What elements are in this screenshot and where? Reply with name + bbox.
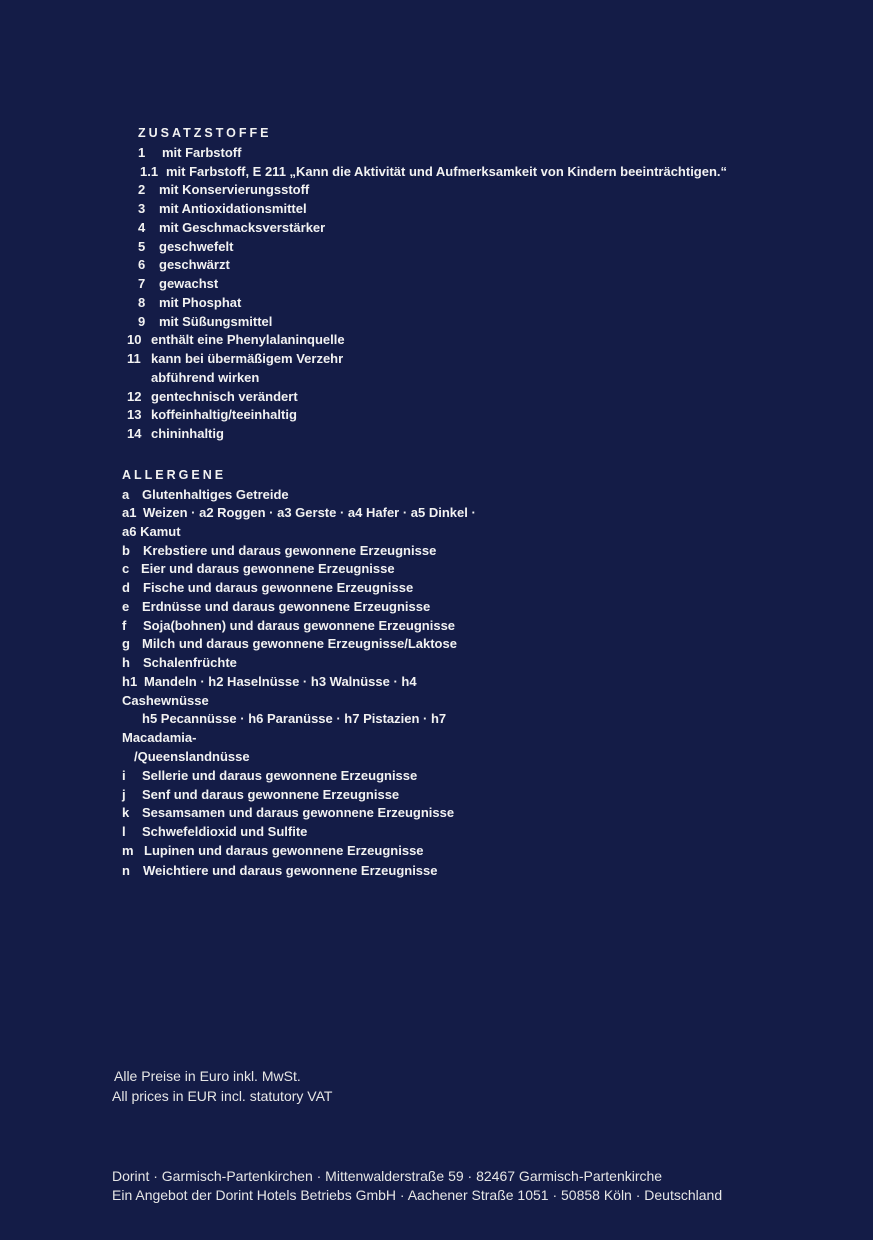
additive-item: 1 mit Farbstoff <box>138 145 242 160</box>
additive-item: 10 enthält eine Phenylalaninquelle <box>127 332 345 347</box>
additive-item: 4 mit Geschmacksverstärker <box>138 220 326 235</box>
allergen-item: a1 Weizen · a2 Roggen · a3 Gerste · a4 Hafer · a5 Dinkel · <box>122 505 476 520</box>
additive-item: 12 gentechnisch verändert <box>127 389 298 404</box>
allergen-item: f Soja(bohnen) und daraus gewonnene Erzeugnisse <box>122 618 456 633</box>
additive-item: 9 mit Süßungsmittel <box>138 314 273 329</box>
allergen-item: d Fische und daraus gewonnene Erzeugnisse <box>122 580 414 595</box>
additive-item: 7 gewachst <box>138 276 219 291</box>
allergen-item: Cashewnüsse <box>122 693 209 708</box>
allergen-item: n Weichtiere und daraus gewonnene Erzeugnisse <box>122 863 438 878</box>
additive-item: 1.1 mit Farbstoff, E 211 „Kann die Aktivität und Aufmerksamkeit von Kindern beeinträchtigen.“ <box>140 164 728 179</box>
allergen-item: i Sellerie und daraus gewonnene Erzeugnisse <box>122 768 418 783</box>
additive-item: 13 koffeinhaltig/teeinhaltig <box>127 407 297 422</box>
allergen-item: b Krebstiere und daraus gewonnene Erzeugnisse <box>122 543 437 558</box>
additive-item: 6 geschwärzt <box>138 257 230 272</box>
allergen-item: m Lupinen und daraus gewonnene Erzeugnisse <box>122 843 424 858</box>
footer-company: Ein Angebot der Dorint Hotels Betriebs GmbH · Aachener Straße 1051 · 50858 Köln · Deutschland <box>112 1187 723 1203</box>
additives-heading: ZUSATZSTOFFE <box>138 126 272 140</box>
additive-item: 14 chininhaltig <box>127 426 224 441</box>
allergen-item: k Sesamsamen und daraus gewonnene Erzeugnisse <box>122 805 455 820</box>
allergen-item: j Senf und daraus gewonnene Erzeugnisse <box>122 787 400 802</box>
allergen-item: h Schalenfrüchte <box>122 655 237 670</box>
additive-item: 5 geschwefelt <box>138 239 234 254</box>
additive-item: 8 mit Phosphat <box>138 295 242 310</box>
allergen-item: a6 Kamut <box>122 524 181 539</box>
additive-item: 3 mit Antioxidationsmittel <box>138 201 307 216</box>
allergen-item: /Queenslandnüsse <box>134 749 250 764</box>
allergen-item: g Milch und daraus gewonnene Erzeugnisse/Laktose <box>122 636 457 651</box>
additive-item: 11 kann bei übermäßigem Verzehr <box>127 351 344 366</box>
allergen-item: a Glutenhaltiges Getreide <box>122 487 289 502</box>
allergen-item: l Schwefeldioxid und Sulfite <box>122 824 308 839</box>
allergen-item: h5 Pecannüsse · h6 Paranüsse · h7 Pistazien · h7 <box>142 711 447 726</box>
footer-address: Dorint · Garmisch-Partenkirchen · Mittenwalderstraße 59 · 82467 Garmisch-Partenkirche <box>112 1168 663 1184</box>
allergen-item: Macadamia- <box>122 730 197 745</box>
additive-item: 2 mit Konservierungsstoff <box>138 182 310 197</box>
allergens-heading: ALLERGENE <box>122 468 227 482</box>
prices-note-en: All prices in EUR incl. statutory VAT <box>112 1088 333 1104</box>
allergen-item: c Eier und daraus gewonnene Erzeugnisse <box>122 561 395 576</box>
allergen-item: e Erdnüsse und daraus gewonnene Erzeugnisse <box>122 599 431 614</box>
additive-item: abführend wirken <box>151 370 260 385</box>
prices-note-de: Alle Preise in Euro inkl. MwSt. <box>114 1068 301 1084</box>
allergen-item: h1 Mandeln · h2 Haselnüsse · h3 Walnüsse · h4 <box>122 674 417 689</box>
